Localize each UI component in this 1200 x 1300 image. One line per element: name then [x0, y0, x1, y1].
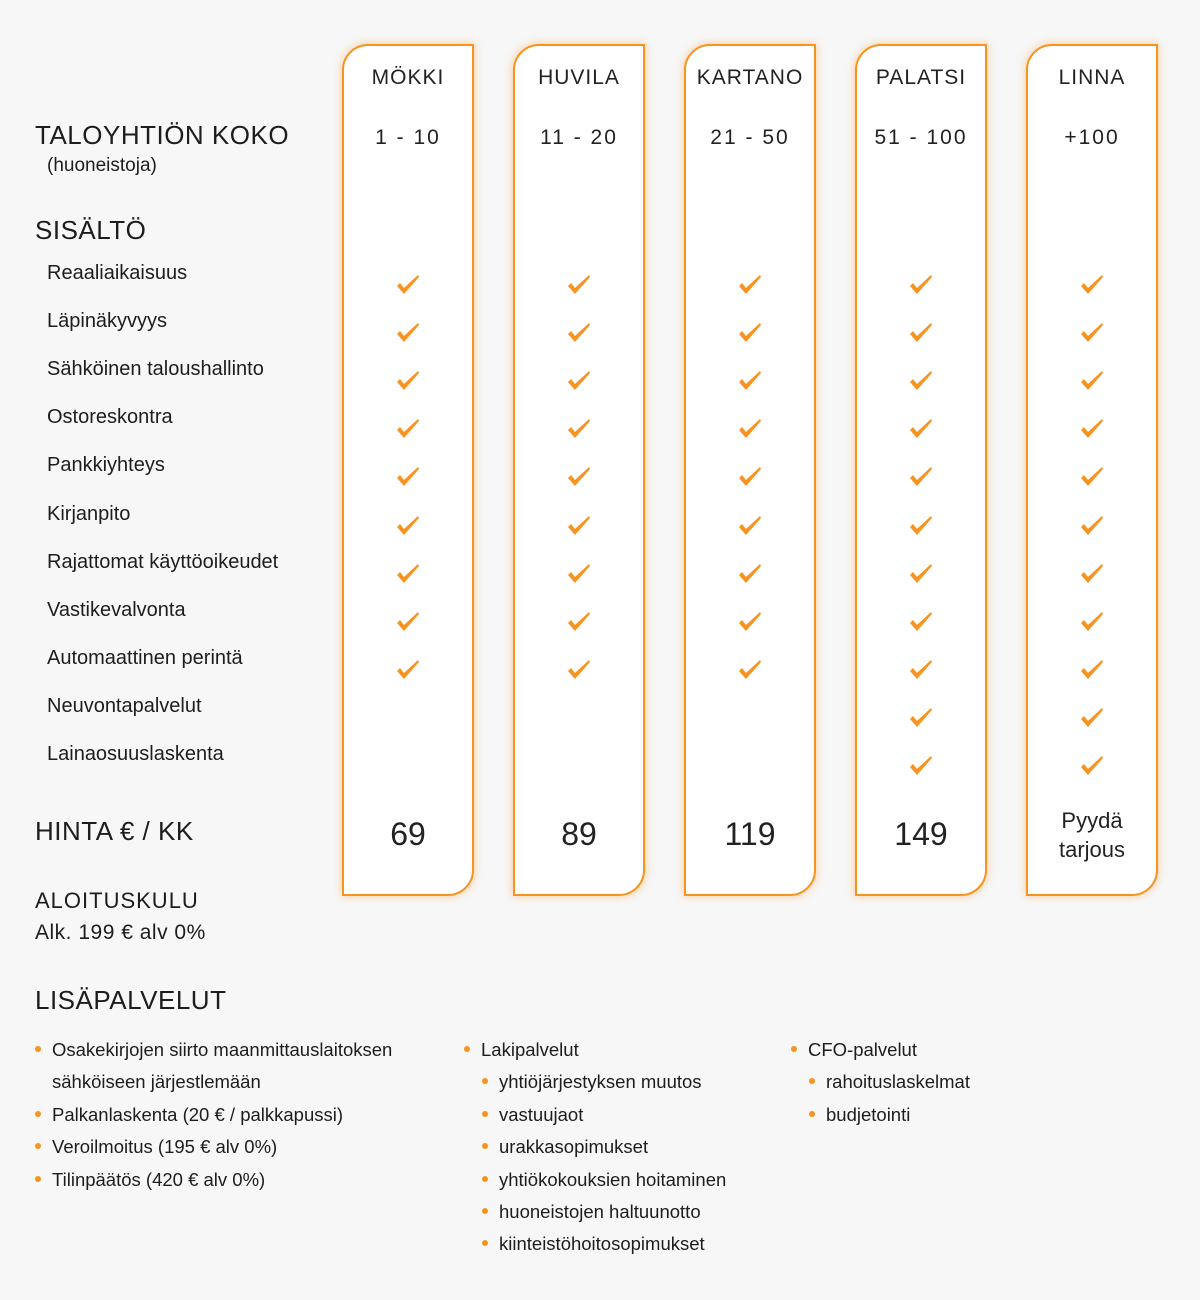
tier-name: PALATSI — [875, 66, 967, 89]
extras-item-text: Lakipalvelut — [481, 1039, 579, 1060]
bullet-icon — [482, 1240, 488, 1246]
check-icon — [1078, 610, 1106, 638]
tier-price: 149 — [894, 816, 948, 852]
size-section-title: TALOYHTIÖN KOKO — [35, 120, 290, 150]
feature-label: Vastikevalvonta — [47, 598, 186, 621]
extras-item-text: rahoituslaskelmat — [826, 1071, 970, 1093]
bullet-icon — [35, 1111, 41, 1117]
tier-card — [513, 44, 645, 896]
check-icon — [907, 369, 935, 397]
check-icon — [394, 417, 422, 445]
tier-name: HUVILA — [538, 66, 620, 89]
check-icon — [1078, 514, 1106, 542]
extras-item-text: sähköiseen järjestlemään — [52, 1071, 261, 1093]
extras-item — [35, 1099, 392, 1131]
feature-label: Pankkiyhteys — [47, 454, 165, 477]
bullet-icon — [482, 1208, 488, 1214]
tier-price: 89 — [561, 816, 597, 852]
tier-size: 1 - 10 — [375, 126, 441, 149]
size-section-subtitle: (huoneistoja) — [47, 155, 157, 176]
feature-label: Lainaosuuslaskenta — [47, 743, 224, 765]
tier-card — [684, 44, 816, 896]
check-icon — [907, 754, 935, 782]
check-icon — [1078, 273, 1106, 301]
extras-item — [482, 1066, 726, 1098]
check-icon — [736, 321, 764, 349]
check-icon — [394, 514, 422, 542]
check-icon — [565, 417, 593, 445]
bullet-icon — [791, 1046, 797, 1052]
feature-label: Automaattinen perintä — [47, 646, 243, 669]
bullet-icon — [464, 1046, 470, 1052]
feature-label: Kirjanpito — [47, 502, 131, 525]
check-icon — [907, 465, 935, 493]
extras-item-text: yhtiökokouksien hoitaminen — [499, 1168, 727, 1190]
bullet-icon — [482, 1111, 488, 1117]
check-icon — [907, 273, 935, 301]
check-icon — [565, 321, 593, 349]
check-icon — [565, 514, 593, 542]
extras-item — [809, 1066, 970, 1098]
check-icon — [394, 610, 422, 638]
tier-name: KARTANO — [696, 66, 804, 89]
check-icon — [736, 562, 764, 590]
extras-item-text: vastuujaot — [499, 1103, 584, 1125]
check-icon — [907, 706, 935, 734]
extras-item — [809, 1099, 970, 1131]
feature-label: Rajattomat käyttöoikeudet — [47, 550, 279, 573]
check-icon — [394, 658, 422, 686]
bullet-icon — [35, 1176, 41, 1182]
extras-item — [482, 1164, 726, 1196]
check-icon — [736, 465, 764, 493]
check-icon — [565, 610, 593, 638]
extras-item-text: kiinteistöhoitosopimukset — [499, 1233, 705, 1255]
check-icon — [736, 273, 764, 301]
extras-column — [791, 1034, 970, 1131]
check-icon — [565, 658, 593, 686]
check-icon — [736, 514, 764, 542]
extras-column — [35, 1034, 392, 1196]
extras-item — [791, 1034, 970, 1066]
check-icon — [736, 417, 764, 445]
check-icon — [907, 417, 935, 445]
startup-fee-value: Alk. 199 € alv 0% — [35, 921, 206, 944]
startup-fee-title: ALOITUSKULU — [35, 888, 199, 913]
tier-price: Pyydä tarjous — [1058, 808, 1126, 862]
check-icon — [1078, 754, 1106, 782]
check-icon — [1078, 465, 1106, 493]
extras-item — [35, 1164, 392, 1196]
extras-item — [482, 1099, 726, 1131]
extras-item-text: Palkanlaskenta (20 € / palkkapussi) — [52, 1103, 344, 1125]
feature-label: Neuvontapalvelut — [47, 694, 202, 717]
bullet-icon — [482, 1143, 488, 1149]
check-icon — [1078, 562, 1106, 590]
extras-item-text: urakkasopimukset — [499, 1136, 649, 1158]
extras-item-text: Osakekirjojen siirto maanmittauslaitoksen — [52, 1039, 393, 1060]
check-icon — [565, 273, 593, 301]
tier-size: 21 - 50 — [710, 126, 790, 149]
extras-column — [464, 1034, 726, 1261]
check-icon — [736, 369, 764, 397]
extras-item — [35, 1066, 392, 1098]
tier-card — [855, 44, 987, 896]
check-icon — [1078, 321, 1106, 349]
extras-item-text: huoneistojen haltuunotto — [499, 1201, 701, 1223]
check-icon — [394, 465, 422, 493]
check-icon — [1078, 706, 1106, 734]
feature-label: Läpinäkyvyys — [47, 310, 168, 333]
check-icon — [394, 369, 422, 397]
check-icon — [907, 562, 935, 590]
check-icon — [565, 465, 593, 493]
check-icon — [907, 321, 935, 349]
check-icon — [1078, 417, 1106, 445]
tier-card — [342, 44, 474, 896]
extras-item — [35, 1034, 392, 1066]
tier-name: MÖKKI — [371, 66, 445, 89]
tier-size: +100 — [1064, 126, 1120, 149]
extras-item — [482, 1228, 726, 1260]
check-icon — [907, 658, 935, 686]
feature-label: Reaaliaikaisuus — [47, 262, 188, 284]
feature-label: Ostoreskontra — [47, 406, 173, 429]
bullet-icon — [35, 1046, 41, 1052]
bullet-icon — [482, 1078, 488, 1084]
check-icon — [1078, 658, 1106, 686]
check-icon — [1078, 369, 1106, 397]
tier-card — [1026, 44, 1158, 896]
extras-item-text: Tilinpäätös (420 € alv 0%) — [52, 1168, 266, 1190]
bullet-icon — [35, 1143, 41, 1149]
extras-item — [482, 1131, 726, 1163]
bullet-icon — [809, 1111, 815, 1117]
extras-item-text: yhtiöjärjestyksen muutos — [499, 1071, 702, 1093]
check-icon — [394, 562, 422, 590]
content-section-title: SISÄLTÖ — [35, 215, 147, 245]
check-icon — [907, 610, 935, 638]
extras-item-text: budjetointi — [826, 1103, 911, 1125]
extras-title: LISÄPALVELUT — [35, 985, 227, 1015]
feature-label: Sähköinen taloushallinto — [47, 358, 264, 381]
price-section-title: HINTA € / KK — [35, 816, 194, 846]
extras-item-text: CFO-palvelut — [808, 1039, 917, 1060]
check-icon — [394, 321, 422, 349]
tier-price: 119 — [724, 816, 776, 852]
tier-price: 69 — [390, 816, 426, 852]
tier-name: LINNA — [1058, 66, 1126, 89]
tier-size: 11 - 20 — [540, 126, 618, 149]
check-icon — [565, 369, 593, 397]
check-icon — [736, 658, 764, 686]
bullet-icon — [809, 1078, 815, 1084]
check-icon — [736, 610, 764, 638]
extras-item — [464, 1034, 726, 1066]
check-icon — [394, 273, 422, 301]
check-icon — [907, 514, 935, 542]
bullet-icon — [482, 1176, 488, 1182]
tier-size: 51 - 100 — [874, 126, 968, 149]
extras-item — [482, 1196, 726, 1228]
check-icon — [565, 562, 593, 590]
extras-item — [35, 1131, 392, 1163]
extras-item-text: Veroilmoitus (195 € alv 0%) — [52, 1136, 278, 1158]
